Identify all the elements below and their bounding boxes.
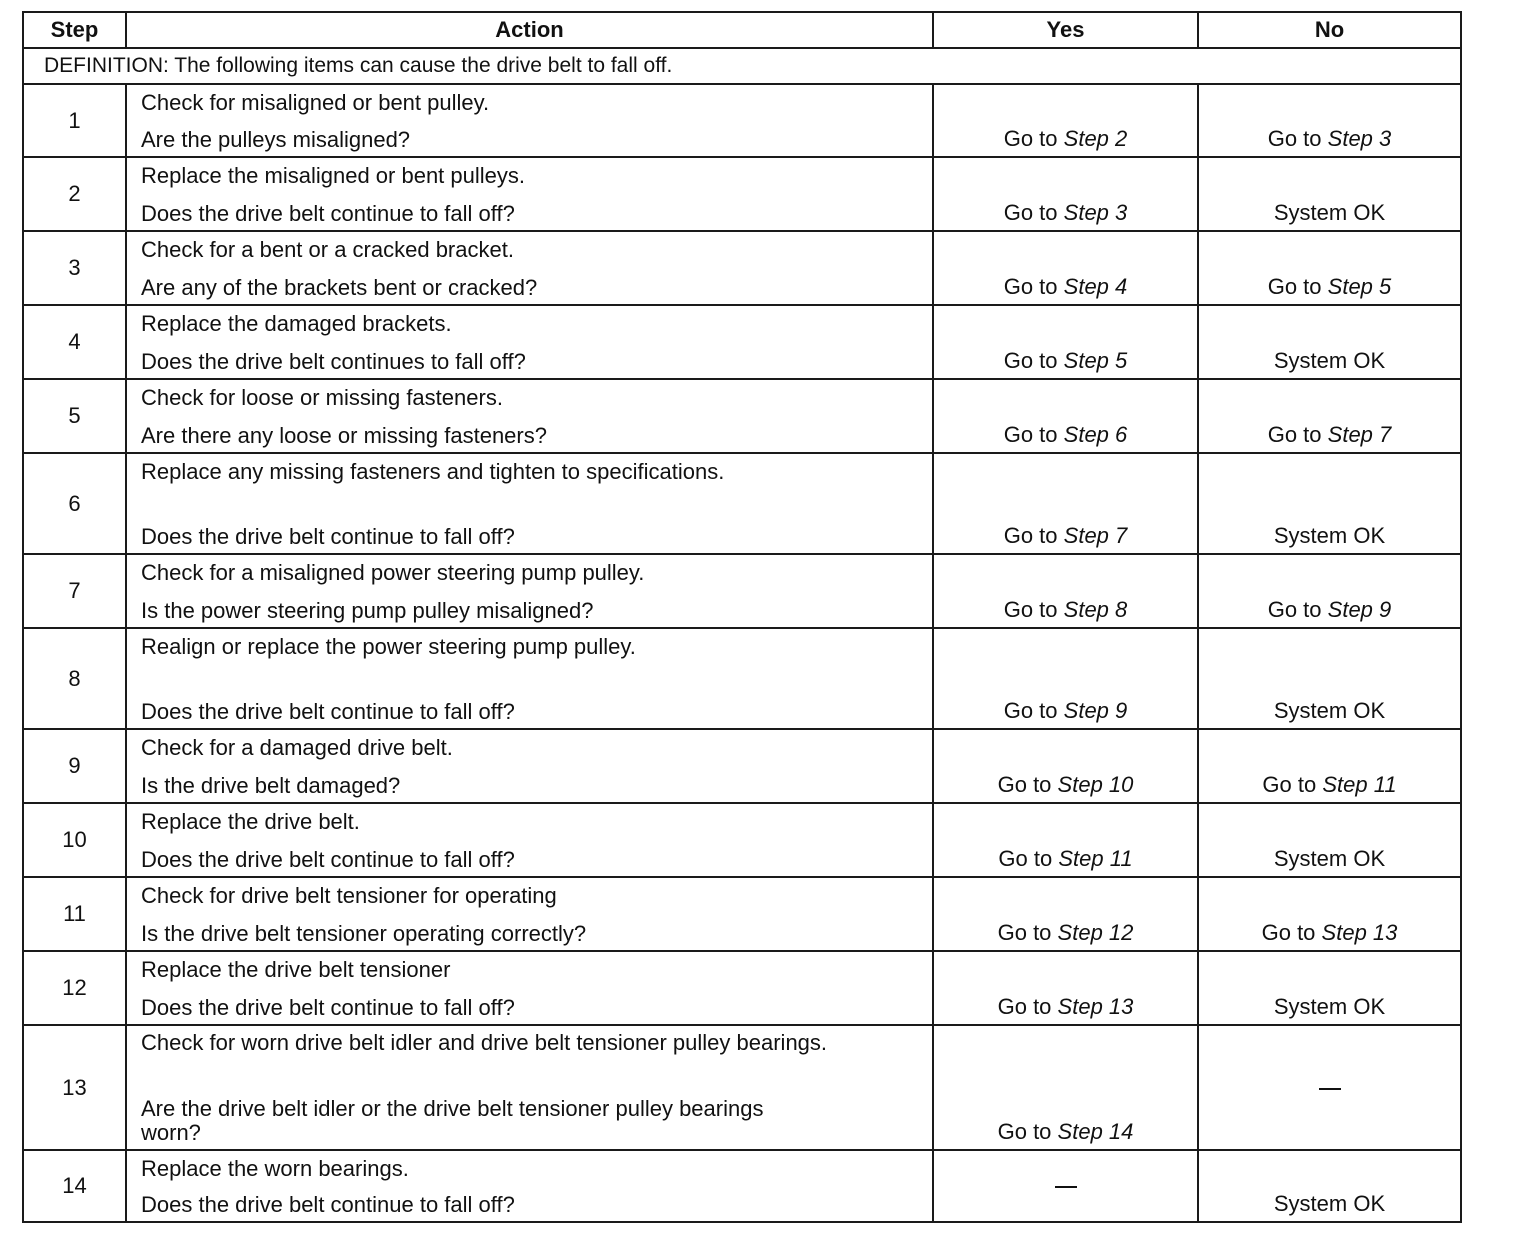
result-text: System OK <box>1273 846 1386 871</box>
dash-mark <box>1055 1186 1077 1188</box>
no-cell <box>1198 1150 1461 1222</box>
goto-prefix: Go to <box>997 772 1052 797</box>
step-row <box>23 84 1461 157</box>
step-reference: Step 11 <box>1058 846 1133 871</box>
step-number: 14 <box>23 1150 126 1222</box>
step-row <box>23 554 1461 628</box>
goto-prefix: Go to <box>1267 126 1322 151</box>
step-number: 4 <box>23 305 126 379</box>
yes-cell <box>933 157 1198 231</box>
action-cell <box>126 231 933 305</box>
action-check-text: Replace the damaged brackets. <box>141 311 452 336</box>
step-reference: Step 12 <box>1057 920 1134 945</box>
action-question-text: Is the drive belt damaged? <box>141 773 401 798</box>
step-reference: Step 2 <box>1063 126 1128 151</box>
step-row <box>23 305 1461 379</box>
step-number: 9 <box>23 729 126 803</box>
action-question-text: Does the drive belt continue to fall off? <box>141 995 515 1020</box>
action-cell <box>126 951 933 1025</box>
no-cell <box>1198 951 1461 1025</box>
definition-text: DEFINITION: The following items can cause the drive belt to fall off. <box>23 48 1461 84</box>
goto-prefix: Go to <box>1003 126 1058 151</box>
goto-prefix: Go to <box>1003 523 1058 548</box>
result-text: System OK <box>1273 994 1386 1019</box>
no-cell <box>1198 157 1461 231</box>
goto-prefix: Go to <box>998 846 1053 871</box>
step-reference: Step 7 <box>1327 422 1392 447</box>
step-row <box>23 729 1461 803</box>
goto-prefix: Go to <box>1003 348 1058 373</box>
step-reference: Step 5 <box>1327 274 1392 299</box>
goto-prefix: Go to <box>1267 422 1322 447</box>
step-number: 12 <box>23 951 126 1025</box>
action-check-text: Replace the drive belt tensioner <box>141 957 451 982</box>
header-no: No <box>1198 12 1461 48</box>
step-reference: Step 7 <box>1063 523 1128 548</box>
step-reference: Step 8 <box>1063 597 1128 622</box>
diagnostic-table-sheet <box>22 11 1460 1223</box>
action-cell <box>126 554 933 628</box>
action-question-text: Does the drive belt continue to fall off? <box>141 847 515 872</box>
action-question-text: Does the drive belt continue to fall off? <box>141 524 515 549</box>
action-check-text: Check for loose or missing fasteners. <box>141 385 503 410</box>
action-cell <box>126 1025 933 1150</box>
goto-prefix: Go to <box>1003 200 1058 225</box>
step-reference: Step 9 <box>1327 597 1392 622</box>
result-text: System OK <box>1273 698 1386 723</box>
yes-cell <box>933 1150 1198 1222</box>
step-number: 1 <box>23 84 126 157</box>
action-check-text: Replace the misaligned or bent pulleys. <box>141 163 526 188</box>
action-cell <box>126 729 933 803</box>
dash-mark <box>1319 1088 1341 1090</box>
step-row <box>23 157 1461 231</box>
yes-cell <box>933 84 1198 157</box>
result-text: System OK <box>1273 200 1386 225</box>
action-check-text: Check for a damaged drive belt. <box>141 735 453 760</box>
no-cell <box>1198 379 1461 453</box>
no-cell <box>1198 84 1461 157</box>
goto-prefix: Go to <box>1003 274 1058 299</box>
action-question-text: Is the drive belt tensioner operating correctly? <box>141 921 587 946</box>
step-row <box>23 628 1461 729</box>
action-check-text: Check for a bent or a cracked bracket. <box>141 237 514 262</box>
goto-prefix: Go to <box>1267 274 1322 299</box>
diagnostic-table <box>22 11 1462 1223</box>
step-row <box>23 803 1461 877</box>
header-row <box>23 12 1461 48</box>
no-cell <box>1198 305 1461 379</box>
goto-prefix: Go to <box>997 994 1052 1019</box>
goto-prefix: Go to <box>997 1119 1052 1144</box>
step-reference: Step 3 <box>1063 200 1128 225</box>
no-cell <box>1198 803 1461 877</box>
header-action: Action <box>126 12 933 48</box>
no-cell <box>1198 554 1461 628</box>
action-question-text: Does the drive belt continues to fall off? <box>141 349 526 374</box>
no-cell <box>1198 628 1461 729</box>
result-text: System OK <box>1273 523 1386 548</box>
action-question-text: Does the drive belt continue to fall off? <box>141 699 515 724</box>
action-cell <box>126 803 933 877</box>
action-cell <box>126 379 933 453</box>
yes-cell <box>933 877 1198 951</box>
action-cell <box>126 157 933 231</box>
step-reference: Step 3 <box>1327 126 1392 151</box>
step-number: 6 <box>23 453 126 554</box>
step-reference: Step 11 <box>1322 772 1397 797</box>
action-check-text: Replace any missing fasteners and tighten to specifications. <box>141 459 725 484</box>
action-check-text: Realign or replace the power steering pump pulley. <box>141 634 636 659</box>
action-cell <box>126 628 933 729</box>
step-number: 2 <box>23 157 126 231</box>
yes-cell <box>933 1025 1198 1150</box>
action-question-text: Is the power steering pump pulley misaligned? <box>141 598 594 623</box>
action-cell <box>126 877 933 951</box>
step-row <box>23 951 1461 1025</box>
yes-cell <box>933 729 1198 803</box>
header-step: Step <box>23 12 126 48</box>
action-check-text: Check for misaligned or bent pulley. <box>141 90 490 115</box>
no-cell <box>1198 729 1461 803</box>
action-cell <box>126 1150 933 1222</box>
action-question-text: Does the drive belt continue to fall off? <box>141 1192 515 1217</box>
step-reference: Step 5 <box>1063 348 1128 373</box>
action-cell <box>126 305 933 379</box>
step-reference: Step 10 <box>1057 772 1134 797</box>
no-cell <box>1198 453 1461 554</box>
result-text: System OK <box>1273 1191 1386 1216</box>
action-check-text: Replace the drive belt. <box>141 809 360 834</box>
step-reference: Step 13 <box>1057 994 1134 1019</box>
action-check-text: Replace the worn bearings. <box>141 1156 409 1181</box>
yes-cell <box>933 554 1198 628</box>
step-reference: Step 4 <box>1063 274 1128 299</box>
step-number: 3 <box>23 231 126 305</box>
goto-prefix: Go to <box>1267 597 1322 622</box>
step-number: 5 <box>23 379 126 453</box>
step-number: 13 <box>23 1025 126 1150</box>
goto-prefix: Go to <box>1262 772 1317 797</box>
goto-prefix: Go to <box>1261 920 1316 945</box>
action-question-text: Are the drive belt idler or the drive belt tensioner pulley bearings worn? <box>141 1096 764 1145</box>
header-yes: Yes <box>933 12 1198 48</box>
yes-cell <box>933 951 1198 1025</box>
yes-cell <box>933 628 1198 729</box>
action-question-text: Does the drive belt continue to fall off? <box>141 201 515 226</box>
yes-cell <box>933 305 1198 379</box>
step-row <box>23 379 1461 453</box>
yes-cell <box>933 379 1198 453</box>
action-check-text: Check for a misaligned power steering pump pulley. <box>141 560 645 585</box>
action-cell <box>126 84 933 157</box>
no-cell <box>1198 1025 1461 1150</box>
step-reference: Step 6 <box>1063 422 1128 447</box>
definition-row <box>23 48 1461 84</box>
goto-prefix: Go to <box>997 920 1052 945</box>
step-number: 7 <box>23 554 126 628</box>
step-number: 8 <box>23 628 126 729</box>
yes-cell <box>933 803 1198 877</box>
step-row <box>23 231 1461 305</box>
action-question-text: Are any of the brackets bent or cracked? <box>141 275 538 300</box>
step-row <box>23 877 1461 951</box>
no-cell <box>1198 231 1461 305</box>
step-number: 10 <box>23 803 126 877</box>
yes-cell <box>933 453 1198 554</box>
step-number: 11 <box>23 877 126 951</box>
step-reference: Step 9 <box>1063 698 1128 723</box>
action-cell <box>126 453 933 554</box>
step-row <box>23 1150 1461 1222</box>
action-check-text: Check for worn drive belt idler and drive belt tensioner pulley bearings. <box>141 1030 828 1055</box>
step-row <box>23 1025 1461 1150</box>
goto-prefix: Go to <box>1003 597 1058 622</box>
result-text: System OK <box>1273 348 1386 373</box>
no-cell <box>1198 877 1461 951</box>
step-reference: Step 13 <box>1321 920 1398 945</box>
step-reference: Step 14 <box>1057 1119 1134 1144</box>
step-row <box>23 453 1461 554</box>
goto-prefix: Go to <box>1003 422 1058 447</box>
action-check-text: Check for drive belt tensioner for operating <box>141 883 557 908</box>
yes-cell <box>933 231 1198 305</box>
action-question-text: Are the pulleys misaligned? <box>141 127 411 152</box>
goto-prefix: Go to <box>1003 698 1058 723</box>
action-question-text: Are there any loose or missing fasteners? <box>141 423 547 448</box>
